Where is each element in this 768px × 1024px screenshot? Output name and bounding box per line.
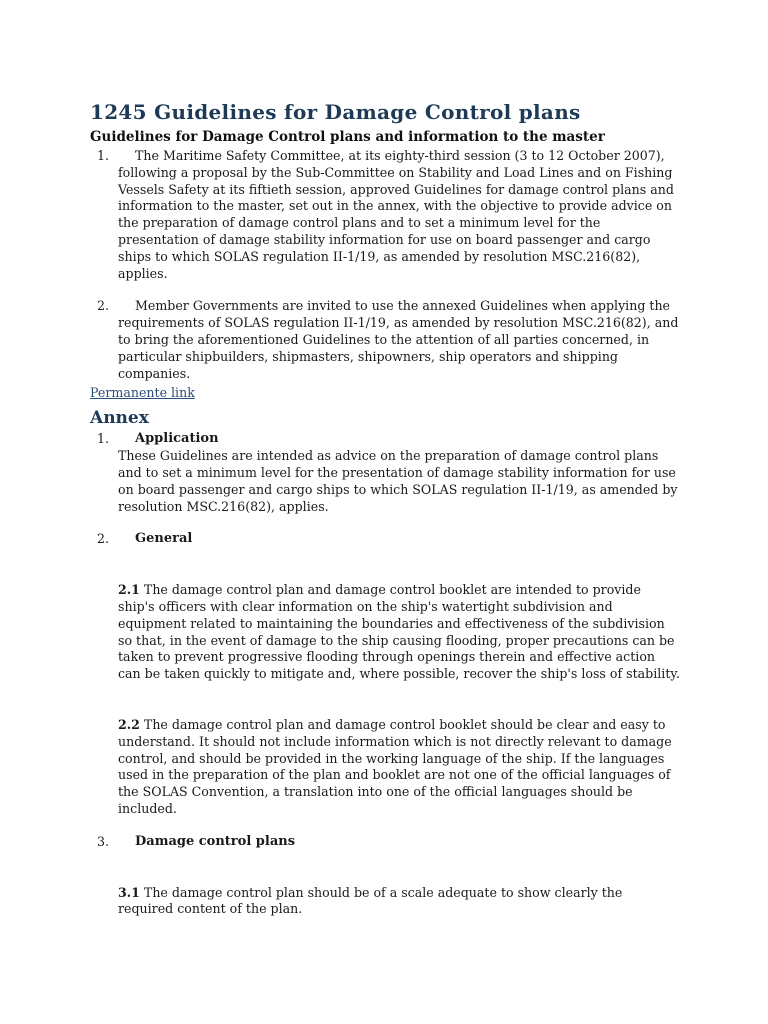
paragraph-number: 2.2 — [118, 716, 140, 732]
section-heading: General — [135, 531, 193, 547]
item-number: 2. — [97, 298, 110, 314]
paragraph-3-1 — [90, 885, 680, 919]
item-text: The Maritime Safety Committee, at its eighty-third session (3 to 12 October 2007), following a proposal by the Sub-Committee on Stability and Load Lines and on Fishing Vessels Safety at its fiftieth session, approved Guidelines for damage control plans and information to the master, set out in the annex, with the objective to provide advice on the preparation of damage control plans and to set a minimum level for the presentation of damage stability information for use on board passenger and cargo ships to which SOLAS regulation II-1/19, as amended by resolution MSC.216(82), applies. — [118, 148, 674, 281]
annex-title: Annex — [90, 408, 149, 429]
document — [90, 98, 680, 918]
paragraph-text: The damage control plan and damage control booklet should be clear and easy to understand. It should not include information which is not directly relevant to damage control, and should be provided in the working language of the ship. If the languages used in the preparation of the plan and booklet are not one of the official languages of the SOLAS Convention, a translation into one of the official languages should be included. — [118, 716, 672, 816]
section-heading: Application — [135, 431, 219, 447]
paragraph-number: 2.1 — [118, 582, 140, 598]
item-number: 1. — [97, 148, 110, 163]
paragraph-text: The damage control plan should be of a scale adequate to show clearly the required content of the plan. — [118, 884, 623, 917]
document-subtitle: Guidelines for Damage Control plans and information to the master — [90, 129, 605, 145]
paragraph-2-2 — [90, 717, 680, 818]
annex-item-application — [90, 431, 680, 515]
paragraph-text: The damage control plan and damage control booklet are intended to provide ship's officers with clear information on the ship's watertight subdivision and equipment related to maintaining the boundaries and effectiveness of the subdivision so that, in the event of damage to the ship causing flooding, proper precautions can be taken to prevent progressive flooding through openings therein and effective action can be taken quickly to mitigate and, where possible, recover the ship's loss of stability. — [118, 582, 680, 682]
item-number: 2. — [97, 531, 110, 547]
section-text: These Guidelines are intended as advice on the preparation of damage control plans and to set a minimum level for the presentation of damage stability information for use on board passenger and cargo ships to which SOLAS regulation II-1/19, as amended by resolution MSC.216(82), applies. — [118, 448, 678, 514]
intro-item-1 — [90, 148, 680, 282]
paragraph-number: 3.1 — [118, 884, 140, 900]
annex-item-damage-control-plans — [90, 834, 680, 851]
annex-item-general — [90, 531, 680, 548]
item-number: 3. — [97, 833, 110, 849]
page-title: 1245 Guidelines for Damage Control plans — [90, 100, 581, 124]
permalink[interactable]: Permanente link — [90, 385, 195, 401]
item-number: 1. — [97, 431, 110, 447]
intro-item-2 — [90, 298, 680, 382]
section-heading: Damage control plans — [135, 833, 296, 849]
paragraph-2-1 — [90, 582, 680, 683]
item-text: Member Governments are invited to use the annexed Guidelines when applying the requirements of SOLAS regulation II-1/19, as amended by resolution MSC.216(82), and to bring the aforementioned Guidelines to the attention of all parties concerned, in particular shipbuilders, shipmasters, shipowners, ship operators and shipping companies. — [118, 298, 679, 381]
